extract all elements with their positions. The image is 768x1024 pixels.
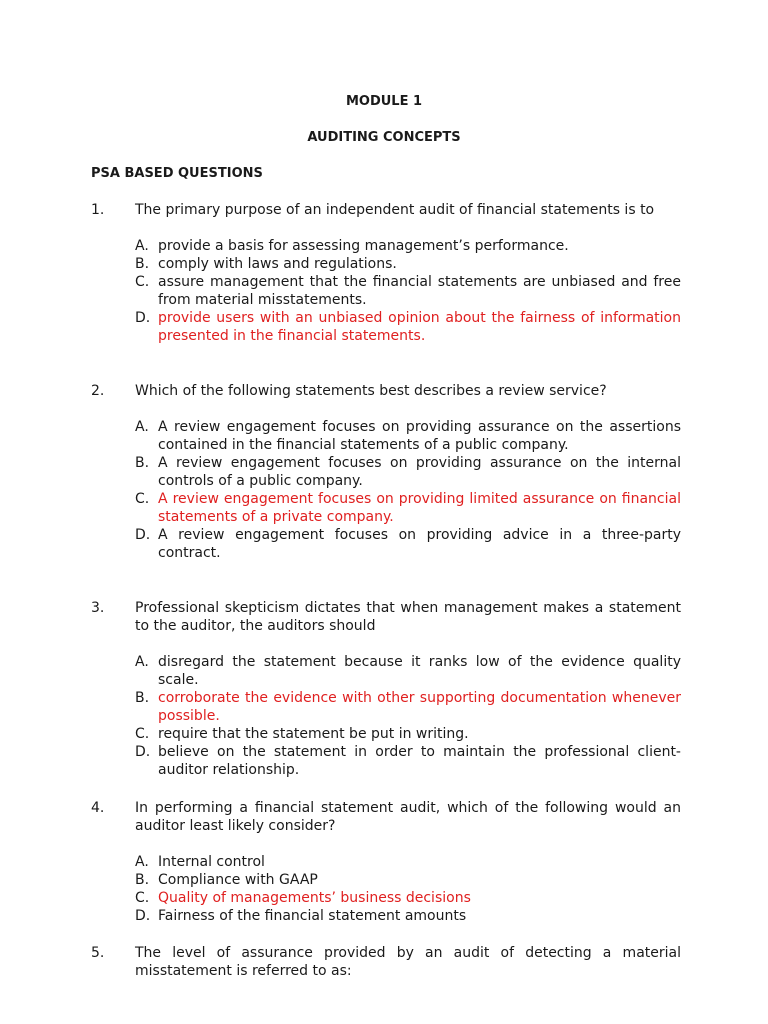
choice-text: A review engagement focuses on providing assurance on the internal controls of a public company. <box>158 455 681 489</box>
answer-choices <box>91 418 681 562</box>
question-stem <box>91 944 681 980</box>
choice-letter: D. <box>135 310 151 326</box>
choice-text: Internal control <box>158 854 265 870</box>
choice-text: A review engagement focuses on providing advice in a three-party contract. <box>158 527 681 561</box>
question-number: 4. <box>91 800 105 816</box>
question-text: Professional skepticism dictates that when management makes a statement to the auditor, the auditors should <box>135 600 681 634</box>
choice-text: Compliance with GAAP <box>158 872 318 888</box>
choice-text: provide a basis for assessing management’s performance. <box>158 238 569 254</box>
choice-letter: D. <box>135 744 151 760</box>
choice-c <box>135 490 681 526</box>
choice-c <box>135 725 681 743</box>
question-3 <box>91 599 681 779</box>
section-heading: PSA BASED QUESTIONS <box>91 166 263 181</box>
choice-a <box>135 653 681 689</box>
choice-d <box>135 743 681 779</box>
choice-d <box>135 907 681 925</box>
choice-letter: C. <box>135 726 150 742</box>
correct-answer-text: A review engagement focuses on providing limited assurance on financial statements of a private company. <box>158 491 681 525</box>
choice-c <box>135 889 681 907</box>
question-stem <box>91 201 681 219</box>
choice-b <box>135 255 681 273</box>
choice-text: require that the statement be put in writing. <box>158 726 469 742</box>
question-4 <box>91 799 681 925</box>
correct-answer-text: Quality of managements’ business decisions <box>158 890 471 906</box>
answer-choices <box>91 237 681 345</box>
choice-b <box>135 871 681 889</box>
choice-letter: A. <box>135 419 149 435</box>
choice-text: disregard the statement because it ranks low of the evidence quality scale. <box>158 654 681 688</box>
question-1 <box>91 201 681 345</box>
question-text: The level of assurance provided by an audit of detecting a material misstatement is referred to as: <box>135 945 681 979</box>
choice-letter: C. <box>135 890 150 906</box>
correct-answer-text: provide users with an unbiased opinion about the fairness of information presented in the financial statements. <box>158 310 681 344</box>
choice-text: A review engagement focuses on providing assurance on the assertions contained in the financial statements of a public company. <box>158 419 681 453</box>
choice-letter: D. <box>135 527 151 543</box>
choice-letter: C. <box>135 491 150 507</box>
choice-b <box>135 454 681 490</box>
choice-d <box>135 526 681 562</box>
question-stem <box>91 382 681 400</box>
choice-letter: D. <box>135 908 151 924</box>
choice-a <box>135 237 681 255</box>
choice-letter: A. <box>135 854 149 870</box>
choice-d <box>135 309 681 345</box>
choice-text: assure management that the financial statements are unbiased and free from material misstatements. <box>158 274 681 308</box>
question-5 <box>91 944 681 980</box>
choice-letter: B. <box>135 690 150 706</box>
choice-text: Fairness of the financial statement amounts <box>158 908 467 924</box>
choice-letter: A. <box>135 238 149 254</box>
choice-letter: A. <box>135 654 149 670</box>
question-text: The primary purpose of an independent audit of financial statements is to <box>135 202 655 218</box>
choice-text: comply with laws and regulations. <box>158 256 397 272</box>
answer-choices <box>91 653 681 779</box>
module-heading: MODULE 1 <box>345 94 423 109</box>
choice-c <box>135 273 681 309</box>
question-number: 3. <box>91 600 105 616</box>
choice-b <box>135 689 681 725</box>
question-stem <box>91 599 681 635</box>
correct-answer-text: corroborate the evidence with other supporting documentation whenever possible. <box>158 690 681 724</box>
choice-a <box>135 853 681 871</box>
question-number: 5. <box>91 945 105 961</box>
choice-letter: B. <box>135 455 150 471</box>
question-number: 2. <box>91 383 105 399</box>
question-stem <box>91 799 681 835</box>
choice-a <box>135 418 681 454</box>
choice-letter: B. <box>135 872 150 888</box>
question-number: 1. <box>91 202 105 218</box>
question-text: Which of the following statements best describes a review service? <box>135 383 607 399</box>
question-text: In performing a financial statement audit, which of the following would an auditor least likely consider? <box>135 800 681 834</box>
choice-letter: C. <box>135 274 150 290</box>
answer-choices <box>91 853 681 925</box>
choice-text: believe on the statement in order to maintain the professional client-auditor relationship. <box>158 744 681 778</box>
document-title: AUDITING CONCEPTS <box>307 130 461 145</box>
choice-letter: B. <box>135 256 150 272</box>
question-2 <box>91 382 681 562</box>
